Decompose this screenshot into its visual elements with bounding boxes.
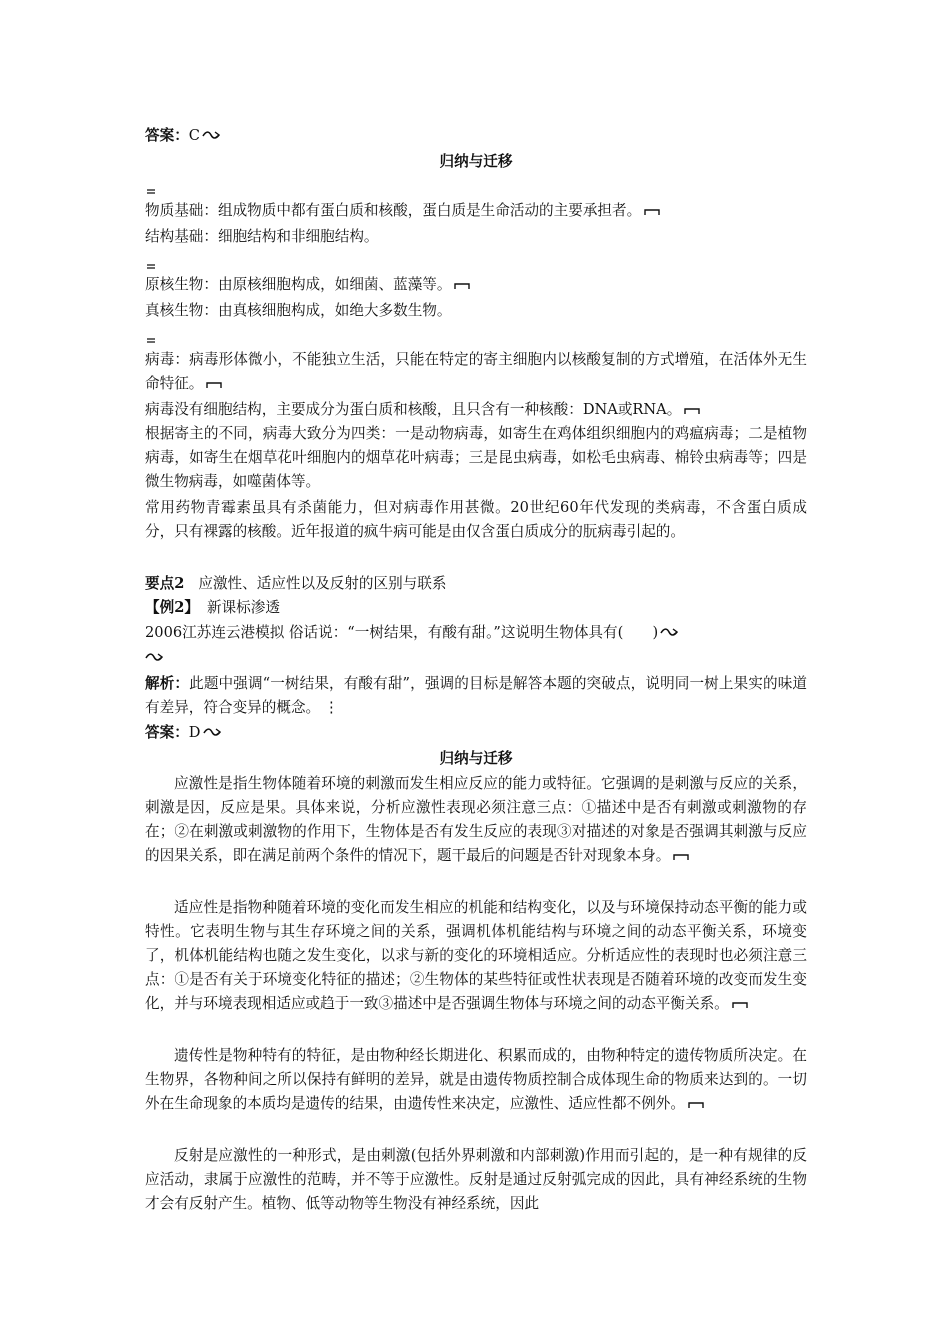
answer-value: C (188, 127, 200, 144)
return-mark-icon (145, 257, 157, 267)
paragraph-mark-icon (687, 1098, 705, 1110)
return-mark-icon (145, 331, 157, 341)
paragraph-prokaryote: 原核生物：由原核细胞构成，如细菌、蓝藻等。 (145, 274, 471, 296)
paragraph-structure: 结构基础：细胞结构和非细胞结构。 (145, 228, 379, 245)
arrow-mark-icon (202, 130, 220, 142)
section-heading-1: 归纳与迁移 (439, 153, 513, 170)
answer-label: 答案： (145, 127, 189, 144)
keypoint-line: 要点2 应激性、适应性以及反射的区别与联系 (145, 575, 447, 592)
paragraph-mark-icon (683, 404, 701, 416)
paragraph-eukaryote: 真核生物：由真核细胞构成，如绝大多数生物。 (145, 302, 452, 319)
paragraph-mark-icon (643, 205, 661, 217)
arrow-mark-icon (203, 727, 221, 739)
paragraph-virus-1: 病毒：病毒形体微小，不能独立生活，只能在特定的寄主细胞内以核酸复制的方式增殖，在活体外无生命特征。 (145, 351, 807, 392)
blank-line (145, 647, 163, 669)
answer-line-1 (145, 125, 220, 147)
paragraph-mark-icon (205, 378, 223, 390)
paragraph-virus-3: 根据寄主的不同，病毒大致分为四类：一是动物病毒，如寄生在鸡体组织细胞内的鸡瘟病毒；二是植物病毒，如寄生在烟草花叶细胞内的烟草花叶病毒；三是昆虫病毒，如松毛虫病毒、棉铃虫病毒等；四是微生物病毒，如噬菌体等。 (145, 425, 807, 490)
paragraph-mark-icon (672, 850, 690, 862)
return-mark-icon (145, 182, 157, 192)
paragraph-virus-4: 常用药物青霉素虽具有杀菌能力，但对病毒作用甚微。20世纪60年代发现的类病毒，不含蛋白质成分，只有裸露的核酸。近年报道的疯牛病可能是由仅含蛋白质成分的朊病毒引起的。 (145, 499, 807, 540)
answer-label: 答案： (145, 724, 189, 741)
question-line: 2006江苏连云港模拟 俗话说：“一树结果，有酸有甜。”这说明生物体具有( ) (145, 622, 678, 644)
analysis-paragraph: 解析：此题中强调“一树结果，有酸有甜”，强调的目标是解答本题的突破点，说明同一树上果实的味道有差异，符合变异的概念。 ⋮ (145, 675, 807, 716)
answer-value: D (188, 724, 201, 741)
paragraph-reflex: 反射是应激性的一种形式，是由刺激(包括外界刺激和内部刺激)作用而引起的，是一种有规律的反应活动，隶属于应激性的范畴，并不等于应激性。反射是通过反射弧完成的因此，具有神经系统的生物才会有反射产生。植物、低等动物等生物没有神经系统，因此 (145, 1147, 807, 1212)
paragraph-heredity: 遗传性是物种特有的特征，是由物种经长期进化、积累而成的，由物种特定的遗传物质所决定。在生物界，各物种间之所以保持有鲜明的差异，就是由遗传物质控制合成体现生命的物质来达到的。一切外在生命现象的本质均是遗传的结果，由遗传性来决定，应激性、适应性都不例外。 (145, 1047, 807, 1112)
arrow-mark-icon (145, 652, 163, 664)
answer-line-2 (145, 722, 221, 744)
example-line: 【例2】 新课标渗透 (145, 599, 280, 616)
paragraph-mark-icon (453, 279, 471, 291)
paragraph-virus-2: 病毒没有细胞结构，主要成分为蛋白质和核酸，且只含有一种核酸：DNA或RNA。 (145, 399, 701, 421)
paragraph-stress: 应激性是指生物体随着环境的刺激而发生相应反应的能力或特征。它强调的是刺激与反应的关系，刺激是因，反应是果。具体来说，分析应激性表现必须注意三点：①描述中是否有刺激或刺激物的存在；②在刺激或刺激物的作用下，生物体是否有发生反应的表现③对描述的对象是否强调其刺激与反应的因果关系，即在满足前两个条件的情况下，题干最后的问题是否针对现象本身。 (145, 775, 807, 864)
paragraph-adaptation: 适应性是指物种随着环境的变化而发生相应的机能和结构变化，以及与环境保持动态平衡的能力或特性。它表明生物与其生存环境之间的关系，强调机体机能结构与环境之间的动态平衡关系，环境变了，机体机能结构也随之发生变化，以求与新的变化的环境相适应。分析适应性的表现时也必须注意三点：①是否有关于环境变化特征的描述；②生物体的某些特征或性状表现是否随着环境的改变而发生变化，并与环境表现相适应或趋于一致③描述中是否强调生物体与环境之间的动态平衡关系。 (145, 899, 807, 1012)
paragraph-mark-icon (731, 998, 749, 1010)
section-heading-2: 归纳与迁移 (439, 750, 513, 767)
paragraph-material: 物质基础：组成物质中都有蛋白质和核酸，蛋白质是生命活动的主要承担者。 (145, 200, 661, 222)
arrow-mark-icon (660, 627, 678, 639)
